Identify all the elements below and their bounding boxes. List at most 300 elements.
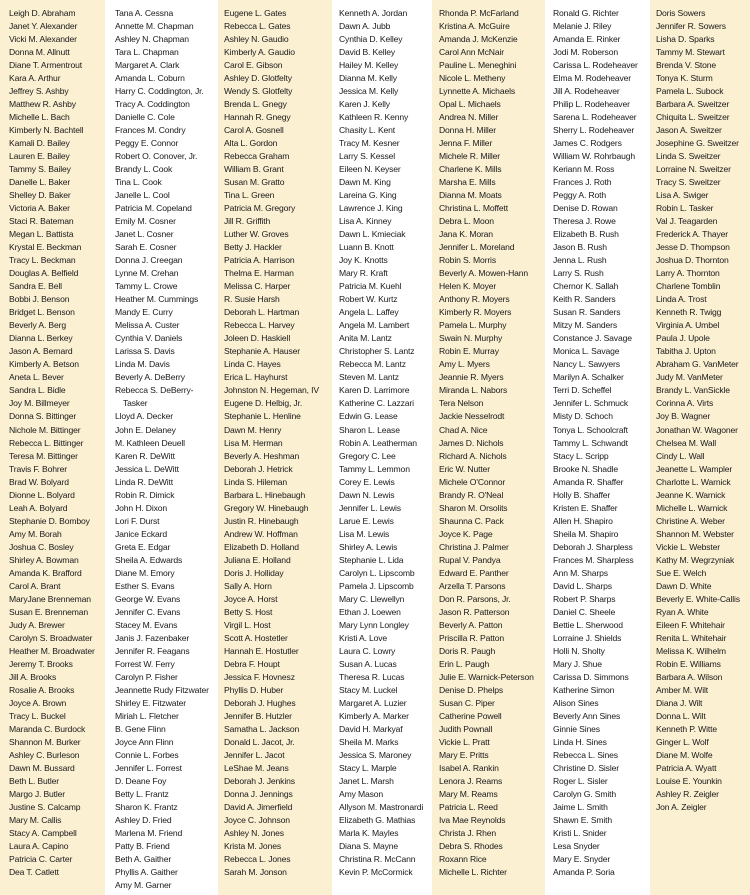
name-entry: Annette M. Chapman [115, 21, 194, 32]
name-entry: Amanda J. McKenzie [439, 34, 518, 45]
name-entry: Larissa S. Davis [115, 346, 175, 357]
name-entry: Monica L. Savage [553, 346, 620, 357]
name-entry: Eileen F. Whitehair [656, 619, 725, 630]
name-entry: Tana A. Cessna [115, 8, 174, 18]
name-entry: Mary C. Llewellyn [339, 593, 405, 604]
name-entry: Donna H. Miller [439, 125, 496, 136]
name-entry: Debra F. Houpt [224, 658, 280, 669]
name-entry: Robert P. Sharps [553, 593, 616, 604]
name-entry: Patricia L. Reed [439, 801, 498, 812]
name-entry: Carol Ann McNair [439, 47, 504, 58]
name-entry: Jackie Nesselrodt [439, 411, 505, 422]
name-entry: Carolyn G. Smith [553, 788, 617, 799]
name-entry: Mary Lynn Longley [339, 619, 409, 630]
name-entry: Kristi A. Love [339, 632, 388, 643]
name-entry: Brandy L. Cook [115, 164, 173, 175]
name-entry: Carolyn P. Fisher [115, 671, 178, 682]
name-entry: Sarena L. Rodeheaver [553, 112, 637, 123]
name-entry: Dianna M. Kelly [339, 73, 397, 84]
name-entry: Nancy L. Sawyers [553, 359, 620, 370]
name-entry: Jeremy T. Brooks [9, 658, 73, 669]
name-entry: Ashley N. Chapman [115, 34, 189, 45]
name-entry: Christina L. Moffett [439, 203, 508, 214]
name-entry: Stacy L. Scripp [553, 450, 609, 461]
name-entry: Kimberly A. Gaudio [224, 47, 295, 58]
name-entry: Sarah M. Jonson [224, 867, 287, 878]
name-entry: Tonya K. Sturm [656, 73, 713, 84]
name-entry: Joyce A. Horst [224, 593, 278, 604]
name-entry: Denise D. Phelps [439, 684, 503, 695]
name-entry: Mary J. Shue [553, 658, 602, 669]
name-entry: Sandra L. Bidle [9, 385, 66, 396]
name-entry: Nicole L. Metheny [439, 73, 506, 84]
name-column-7 [650, 0, 750, 895]
name-entry: Lareina G. King [339, 190, 397, 201]
name-entry: Allyson M. Mastronardi [339, 801, 424, 812]
name-entry: Tammy L. Lemmon [339, 463, 410, 474]
name-entry: David H. Markyaf [339, 723, 403, 734]
name-entry: David L. Sharps [553, 580, 612, 591]
name-entry: Larry S. Kessel [339, 151, 396, 162]
name-entry: Kimberly N. Bachtell [9, 125, 84, 136]
name-entry: Patricia M. Kuehl [339, 281, 402, 292]
name-entry: Mary M. Callis [9, 814, 62, 825]
name-column-6 [545, 0, 650, 895]
name-entry: Kevin P. McCormick [339, 867, 413, 878]
name-entry: Leigh D. Abraham [9, 8, 76, 18]
name-entry: Jeanne K. Warnick [656, 489, 726, 500]
name-entry: Connie L. Forbes [115, 749, 179, 760]
name-entry: Justin R. Hinebaugh [224, 515, 299, 526]
name-entry: Alta L. Gordon [224, 138, 278, 149]
name-entry: William W. Rohrbaugh [553, 151, 636, 162]
name-entry: Lynne M. Crehan [115, 268, 179, 279]
name-entry: Joy K. Knotts [339, 255, 388, 266]
name-entry: Constance J. Savage [553, 333, 632, 344]
name-entry: Deborah J. Jenkins [224, 775, 295, 786]
name-entry: Doris J. Holliday [224, 567, 284, 578]
name-entry: Corey E. Lewis [339, 476, 395, 487]
name-entry: Frederick A. Thayer [656, 229, 728, 240]
name-entry: Brandy R. O'Neal [439, 489, 504, 500]
name-entry: Brad W. Bolyard [9, 476, 69, 487]
name-entry: Rebecca L. Harvey [224, 320, 295, 331]
name-entry: Vicki M. Alexander [9, 34, 77, 45]
name-entry: Kenneth P. Witte [656, 723, 717, 734]
name-entry: Jenna L. Rush [553, 255, 607, 266]
name-entry: Marilyn A. Schalker [553, 372, 624, 383]
name-entry: Misty D. Schoch [553, 411, 613, 422]
name-entry: Mandy E. Curry [115, 307, 173, 318]
name-entry: Joyce C. Johnson [224, 814, 290, 825]
name-entry: Christa J. Rhen [439, 827, 496, 838]
name-entry: Beverly A. Berg [9, 320, 66, 331]
name-entry: Kristina A. McGuire [439, 21, 510, 32]
name-entry: Sue E. Welch [656, 567, 707, 578]
name-entry: Amber M. Wilt [656, 684, 709, 695]
name-entry: Michelle L. Warnick [656, 502, 728, 513]
name-entry: Daniel C. Sheele [553, 606, 616, 617]
name-entry: Eugene D. Helbig, Jr. [224, 398, 303, 409]
name-entry: Cindy L. Wall [656, 450, 705, 461]
name-entry: Stacy M. Luckel [339, 684, 398, 695]
name-entry: Joshua D. Thornton [656, 255, 729, 266]
name-entry: Rebecca S. DeBerry- [115, 385, 194, 396]
name-entry: Forrest W. Ferry [115, 658, 175, 669]
name-entry: Jason B. Rush [553, 242, 607, 253]
name-entry: Cynthia V. Daniels [115, 333, 183, 344]
name-entry: Robin A. Leatherman [339, 437, 417, 448]
name-entry: Allen H. Shapiro [553, 515, 613, 526]
name-entry: Beverly A. DeBerry [115, 372, 185, 383]
name-entry: Shaunna C. Pack [439, 515, 504, 526]
name-entry: Charlotte L. Warnick [656, 476, 731, 487]
name-entry: George W. Evans [115, 593, 181, 604]
name-entry: Amy M. Borah [9, 528, 62, 539]
name-entry: Jeannette Rudy Fitzwater [115, 684, 209, 695]
name-entry: Shirley A. Lewis [339, 541, 398, 552]
name-entry: Kristen E. Shaffer [553, 502, 618, 513]
name-entry: Lisa A. Swiger [656, 190, 709, 201]
name-entry: Peggy A. Roth [553, 190, 606, 201]
name-entry: Rebecca Graham [224, 151, 290, 162]
name-entry: Virgil L. Host [224, 619, 271, 630]
name-entry: Jeannie R. Myers [439, 372, 504, 383]
name-entry: Shirley E. Fitzwater [115, 697, 187, 708]
name-entry: Chernor K. Sallah [553, 281, 619, 292]
name-entry: Larry A. Thornton [656, 268, 720, 279]
name-entry: Sally A. Horn [224, 580, 272, 591]
name-entry: Ashley N. Jones [224, 827, 284, 838]
name-entry: David B. Kelley [339, 47, 396, 58]
name-entry: Andrea N. Miller [439, 112, 499, 123]
name-entry: Melissa K. Wilhelm [656, 645, 726, 656]
name-entry: Shelley D. Baker [9, 190, 71, 201]
name-entry: Joyce Ann Flinn [115, 736, 174, 747]
name-entry: Doris R. Paugh [439, 645, 496, 656]
name-entry: Edward E. Panther [439, 567, 509, 578]
name-entry: John H. Dixon [115, 502, 168, 513]
name-entry: Brenda V. Stone [656, 60, 717, 71]
name-entry: Larry S. Rush [553, 268, 604, 279]
name-entry: Margaret A. Clark [115, 60, 180, 71]
name-entry: Bobbi J. Benson [9, 294, 70, 305]
name-entry: Richard A. Nichols [439, 450, 507, 461]
name-entry: Susan A. Lucas [339, 658, 397, 669]
name-entry: Holly B. Shaffer [553, 489, 611, 500]
name-entry: Donna S. Bittinger [9, 411, 77, 422]
name-entry: Elizabeth D. Holland [224, 541, 299, 552]
name-entry: Larue E. Lewis [339, 515, 394, 526]
name-entry: Beth A. Gaither [115, 854, 172, 865]
name-entry: Laura A. Capino [9, 841, 69, 851]
name-entry: Joy B. Wagner [656, 411, 711, 422]
name-entry: Barbara A. Sweitzer [656, 99, 730, 110]
name-entry: Mary R. Kraft [339, 268, 388, 279]
name-entry: Tammy L. Schwandt [553, 437, 628, 448]
name-entry: Patricia A. Wyatt [656, 762, 717, 773]
name-entry: Christine A. Weber [656, 515, 725, 526]
name-entry: MaryJane Brenneman [9, 593, 91, 604]
name-entry: Danielle C. Cole [115, 112, 175, 123]
name-entry: Thelma E. Harman [224, 268, 294, 279]
name-entry: Leah A. Bolyard [9, 502, 68, 513]
name-entry: Maranda C. Burdock [9, 723, 86, 734]
name-entry: Karen D. Larrimore [339, 385, 410, 396]
name-entry: Keriann M. Ross [553, 164, 615, 175]
name-entry: Jennifer L. Jacot [224, 749, 285, 760]
name-entry: Lori F. Durst [115, 515, 160, 526]
name-entry: Rebecca L. Gates [224, 21, 291, 32]
name-entry: Terri D. Scheffel [553, 385, 612, 396]
name-entry: Amy M. Garner [115, 880, 172, 891]
name-entry: Mitzy M. Sanders [553, 320, 617, 331]
name-entry: Jodi M. Roberson [553, 47, 618, 58]
name-entry: Tammy M. Stewart [656, 47, 725, 58]
name-entry: Beverly E. White-Callis [656, 593, 740, 604]
name-entry: Shannon M. Webster [656, 528, 734, 539]
name-entry: Diane T. Armentrout [9, 60, 82, 71]
name-entry: Lisa M. Herman [224, 437, 283, 448]
name-entry: Beverly A. Mowen-Hann [439, 268, 529, 279]
name-entry: Lauren E. Bailey [9, 151, 70, 162]
name-entry: Vickie L. Webster [656, 541, 721, 552]
name-entry: Beverly A. Patton [439, 619, 503, 630]
name-entry: Elizabeth G. Mathias [339, 814, 416, 825]
name-entry: Jennifer L. Schmuck [553, 398, 629, 409]
name-entry: Mary M. Reams [439, 788, 498, 799]
name-entry: B. Gene Flinn [115, 723, 166, 734]
name-entry: Marsha E. Mills [439, 177, 496, 188]
name-entry: Rebecca L. Sines [553, 749, 618, 760]
name-entry: Dea T. Catlett [9, 867, 59, 878]
name-entry: Jill R. Griffith [224, 216, 271, 227]
name-entry: Robin R. Dimick [115, 489, 175, 500]
name-entry: Angela M. Lambert [339, 320, 410, 331]
name-entry: Diana S. Mayne [339, 841, 399, 851]
name-entry: Melissa A. Custer [115, 320, 180, 331]
name-entry: Laura C. Lowry [339, 645, 396, 656]
name-column-3 [218, 0, 332, 895]
name-entry: Gregory W. Hinebaugh [224, 502, 309, 513]
name-entry: Brooke N. Shadle [553, 463, 618, 474]
name-entry: Jana K. Moran [439, 229, 493, 240]
name-entry: Swain N. Murphy [439, 333, 503, 344]
name-entry: Patricia A. Harrison [224, 255, 295, 266]
name-entry: Teresa M. Bittinger [9, 450, 78, 461]
name-entry: Priscilla R. Patton [439, 632, 504, 643]
name-entry: M. Kathleen Deuell [115, 437, 185, 448]
name-entry: Alison Sines [553, 697, 599, 708]
name-entry: Iva Mae Reynolds [439, 814, 506, 825]
name-column-2 [105, 0, 218, 895]
name-entry: Dawn N. Lewis [339, 489, 395, 500]
name-entry: Wendy S. Glotfelty [224, 86, 293, 97]
name-entry: Christopher S. Lantz [339, 346, 415, 357]
name-entry: Joyce K. Page [439, 528, 493, 539]
name-entry: Jill A. Rodeheaver [553, 86, 620, 97]
name-entry: Kathy M. Wegrzyniak [656, 554, 735, 565]
name-entry: Diane M. Wolfe [656, 749, 713, 760]
name-entry: Jason A. Sweitzer [656, 125, 722, 136]
name-entry: Shawn E. Smith [553, 814, 613, 825]
name-entry: Jill A. Brooks [9, 671, 57, 682]
name-entry: Kamali D. Bailey [9, 138, 70, 149]
name-entry: Vickie L. Pratt [439, 736, 490, 747]
name-entry: Amanda R. Shaffer [553, 476, 624, 487]
name-entry: Robin S. Morris [439, 255, 496, 266]
name-entry: Stacy L. Marple [339, 762, 397, 773]
name-entry: Keith R. Sanders [553, 294, 616, 305]
name-entry: Marla K. Mayles [339, 827, 399, 838]
name-entry: Peggy E. Connor [115, 138, 179, 149]
name-entry: Deborah L. Hartman [224, 307, 300, 318]
name-entry: Carol E. Gibson [224, 60, 283, 71]
name-entry: Ashley D. Fried [115, 814, 172, 825]
name-entry: Jaime L. Smith [553, 801, 608, 812]
name-entry: Lynnette A. Michaels [439, 86, 515, 97]
name-entry: Lenora J. Reams [439, 775, 503, 786]
name-entry: Chad A. Nice [439, 424, 488, 435]
name-entry: Tammy L. Crowe [115, 281, 178, 292]
name-entry: Elma M. Rodeheaver [553, 73, 632, 84]
name-entry: Louise E. Younkin [656, 775, 722, 786]
name-entry: Helen K. Moyer [439, 281, 497, 292]
name-entry: Lisa M. Lewis [339, 528, 390, 539]
name-entry: Julie E. Warnick-Peterson [439, 671, 534, 682]
name-entry: Heather M. Broadwater [9, 645, 95, 656]
name-entry: Jenna F. Miller [439, 138, 493, 149]
name-entry: Douglas A. Belfield [9, 268, 79, 279]
name-entry: Sharon M. Orsolits [439, 502, 508, 513]
name-entry: Luther W. Groves [224, 229, 289, 240]
name-entry: Jesse D. Thompson [656, 242, 730, 253]
name-entry: Judith Pownall [439, 723, 493, 734]
name-entry: Krista M. Jones [224, 841, 281, 851]
name-entry: Anthony R. Moyers [439, 294, 510, 305]
name-entry: Katherine C. Lazzari [339, 398, 414, 409]
name-entry: Greta E. Edgar [115, 541, 171, 552]
name-entry: Robert O. Conover, Jr. [115, 151, 198, 162]
name-entry: Rhonda P. McFarland [439, 8, 519, 18]
name-entry: Danelle L. Baker [9, 177, 71, 188]
name-entry: Ronald G. Richter [553, 8, 619, 18]
name-entry: Samatha L. Jackson [224, 723, 300, 734]
name-entry: Debra L. Moon [439, 216, 494, 227]
name-entry: Beverly A. Heshman [224, 450, 300, 461]
name-entry: Janelle L. Cool [115, 190, 170, 201]
name-entry: Sarah E. Cosner [115, 242, 177, 253]
name-entry: Linda A. Trost [656, 294, 707, 305]
name-entry: Tracy L. Beckman [9, 255, 76, 266]
name-entry: Lorraine J. Shields [553, 632, 622, 643]
name-entry: Diane M. Emory [115, 567, 175, 578]
name-entry: Stacey M. Evans [115, 619, 178, 630]
name-entry: Ann M. Sharps [553, 567, 608, 578]
name-entry: Judy A. Brewer [9, 619, 65, 630]
name-entry: Ashley D. Glotfelty [224, 73, 292, 84]
name-entry: Melissa C. Harper [224, 281, 291, 292]
name-entry: Joyce A. Brown [9, 697, 67, 708]
name-entry: Christina R. McCann [339, 854, 416, 865]
name-entry: Chasity L. Kent [339, 125, 396, 136]
name-entry: Bettie L. Sherwood [553, 619, 623, 630]
name-entry: Opal L. Michaels [439, 99, 501, 110]
name-entry: Jennifer C. Evans [115, 606, 181, 617]
name-entry: Kenneth A. Jordan [339, 8, 408, 18]
name-entry: Jonathan W. Wagoner [656, 424, 738, 435]
name-entry: Sheila M. Marks [339, 736, 399, 747]
name-entry: Tracy A. Coddington [115, 99, 190, 110]
name-entry: Melanie J. Riley [553, 21, 612, 32]
name-entry: Aneta L. Bever [9, 372, 64, 383]
name-entry: Jon A. Zeigler [656, 801, 707, 812]
name-entry: Denise D. Rowan [553, 203, 618, 214]
name-entry: Jeffrey S. Ashby [9, 86, 69, 97]
name-entry: Scott A. Hostetler [224, 632, 288, 643]
name-entry: Kara A. Arthur [9, 73, 61, 84]
name-entry: Kimberly A. Marker [339, 710, 409, 721]
name-entry: Holli N. Sholty [553, 645, 605, 656]
name-entry: Megan L. Battista [9, 229, 74, 240]
name-entry: Frances J. Roth [553, 177, 612, 188]
name-entry: Frances M. Sharpless [553, 554, 634, 565]
name-entry: Tina L. Green [224, 190, 275, 201]
name-entry: Robert W. Kurtz [339, 294, 398, 305]
name-entry: Renita L. Whitehair [656, 632, 727, 643]
name-entry: Linda R. DeWitt [115, 476, 173, 487]
name-entry: Deborah J. Hughes [224, 697, 296, 708]
name-entry: Tara L. Chapman [115, 47, 179, 58]
name-entry: Lloyd A. Decker [115, 411, 173, 422]
name-entry: Rebecca L. Jones [224, 854, 291, 865]
name-entry: Frances M. Condry [115, 125, 186, 136]
name-entry: Janice Eckard [115, 528, 168, 539]
name-entry: Lisa A. Kinney [339, 216, 392, 227]
name-column-5 [432, 0, 545, 895]
name-entry: Deborah J. Sharpless [553, 541, 633, 552]
name-entry: Linda S. Sweitzer [656, 151, 721, 162]
name-entry: Nichole M. Bittinger [9, 424, 81, 435]
name-entry: Hailey M. Kelley [339, 60, 399, 71]
name-entry: Corinna A. Virts [656, 398, 714, 409]
name-entry: Jeanette L. Wampler [656, 463, 733, 474]
name-entry: Catherine Powell [439, 710, 502, 721]
name-entry: Cynthia D. Kelley [339, 34, 403, 45]
name-entry: Eric W. Nutter [439, 463, 490, 474]
name-entry: Josephine G. Sweitzer [656, 138, 739, 149]
name-entry: Joleen D. Haskiell [224, 333, 291, 344]
name-entry: Ashley C. Burleson [9, 749, 80, 760]
name-entry: Susan C. Piper [439, 697, 495, 708]
name-entry: Amy Mason [339, 788, 384, 799]
name-entry: Patty B. Friend [115, 841, 170, 851]
name-entry: Christine D. Sisler [553, 762, 619, 773]
name-entry: Carol A. Brant [9, 580, 61, 591]
name-entry: Jennifer R. Feagans [115, 645, 190, 656]
name-entry: Ashley N. Gaudio [224, 34, 289, 45]
name-entry: Jessica L. DeWitt [115, 463, 179, 474]
name-entry: Dawn L. Kmieciak [339, 229, 406, 240]
name-entry: Stephanie D. Bomboy [9, 515, 90, 526]
name-entry: Jason A. Bernard [9, 346, 73, 357]
name-entry: Mary E. Snyder [553, 854, 611, 865]
name-entry: Rebecca M. Lantz [339, 359, 406, 370]
name-entry: Travis F. Bohrer [9, 463, 67, 474]
name-entry: Luann B. Knott [339, 242, 394, 253]
name-column-4 [332, 0, 432, 895]
name-entry: Harry C. Coddington, Jr. [115, 86, 204, 97]
